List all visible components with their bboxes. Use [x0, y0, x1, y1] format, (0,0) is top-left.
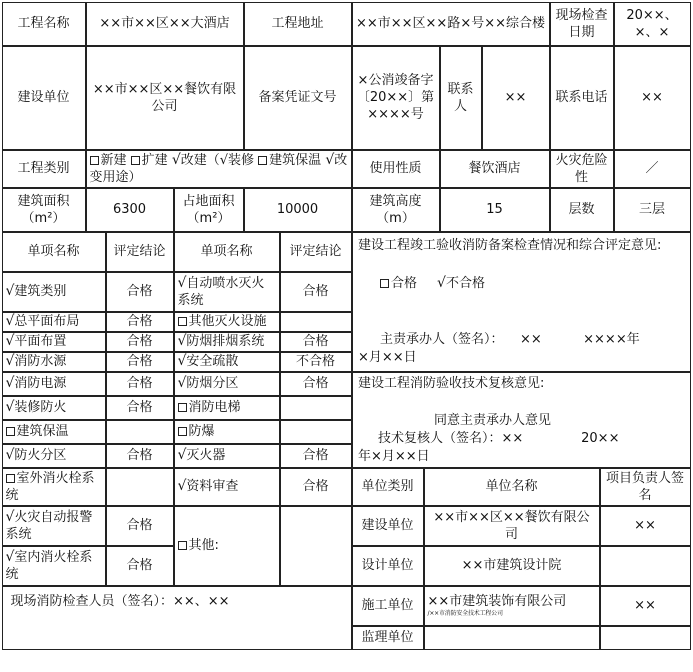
item-fire-compartment: √防火分区 [2, 444, 106, 468]
opinion-result-options [380, 274, 485, 293]
floors-label: 层数 [550, 188, 614, 232]
check-mark-icon: √ [177, 447, 187, 463]
opinion-fail: 不合格 [445, 276, 485, 291]
item-result [106, 420, 174, 444]
item-fire-alarm: √火灾自动报警系统 [2, 506, 106, 546]
item-result [280, 396, 352, 420]
opinion-pass: 合格 [391, 276, 418, 291]
check-mark-icon: √ [177, 353, 187, 369]
unit-name-sub: /××市消防安全技术工程公司 [427, 610, 503, 617]
unit-type: 监理单位 [352, 626, 424, 650]
item-result: 合格 [106, 352, 174, 372]
project-name-value: ××市××区××大酒店 [86, 2, 244, 46]
check-mark-icon: √ [177, 333, 187, 349]
check-mark-icon: √ [5, 399, 15, 415]
opinion-sign-line-1: 主责承办人（签名）： ×× ××××年 [380, 332, 640, 347]
contact-label: 联系人 [440, 46, 482, 150]
phone-label: 联系电话 [550, 46, 614, 150]
item-other: 其他: [174, 506, 280, 586]
category-change-use: √改变用途） [89, 151, 348, 185]
unit-name: ××市××区××餐饮有限公司 [424, 506, 600, 546]
unit-sign [600, 546, 691, 586]
record-no-label: 备案凭证文号 [244, 46, 352, 150]
items-header-result-2: 评定结论 [280, 232, 352, 272]
land-area-label: 占地面积（m²） [174, 188, 244, 232]
item-power-source: √消防电源 [2, 372, 106, 396]
review-agree: 同意主责承办人意见 [434, 413, 552, 428]
item-floor-plan: √平面布置 [2, 332, 106, 352]
check-mark-icon: √ [5, 375, 15, 391]
acceptance-form [2, 2, 691, 650]
floors-value: 三层 [614, 188, 691, 232]
land-area-value: 10000 [244, 188, 352, 232]
phone-value: ×× [614, 46, 691, 150]
item-result: 合格 [106, 332, 174, 352]
items-header-name-2: 单项名称 [174, 232, 280, 272]
category-rebuild: √改建（√装修 [171, 151, 255, 168]
item-fire-elevator: 消防电梯 [174, 396, 280, 420]
item-result [280, 420, 352, 444]
unit-name [424, 626, 600, 650]
item-result: 不合格 [280, 352, 352, 372]
unit-name-main: ××市建筑装饰有限公司 [427, 594, 567, 609]
checkbox-icon [6, 474, 15, 483]
check-mark-icon: √ [5, 548, 15, 565]
item-result: 合格 [106, 546, 174, 586]
category-options [86, 150, 352, 188]
project-name-label: 工程名称 [2, 2, 86, 46]
builder-value: ××市××区××餐饮有限公司 [86, 46, 244, 150]
item-smoke-zone: √防烟分区 [174, 372, 280, 396]
opinion-title: 建设工程竣工验收消防备案检查情况和综合评定意见: [358, 238, 662, 253]
category-insulation: 建筑保温 [258, 153, 321, 168]
unit-name [424, 586, 600, 626]
item-result: 合格 [106, 396, 174, 420]
usage-value: 餐饮酒店 [440, 150, 550, 188]
item-extinguisher: √灭火器 [174, 444, 280, 468]
builder-label: 建设单位 [2, 46, 86, 150]
opinion-sign-line-2: ×月××日 [358, 350, 417, 365]
checkbox-icon [178, 403, 187, 412]
check-mark-icon: √ [325, 151, 335, 168]
item-water-source: √消防水源 [2, 352, 106, 372]
checkbox-icon [6, 427, 15, 436]
item-result: 合格 [280, 372, 352, 396]
building-area-value: 6300 [86, 188, 174, 232]
unit-sign [600, 626, 691, 650]
item-result [280, 312, 352, 332]
unit-name: ××市建筑设计院 [424, 546, 600, 586]
checkbox-icon [178, 541, 187, 550]
item-result: 合格 [280, 272, 352, 312]
checkbox-icon [380, 279, 389, 288]
category-new: 新建 [90, 153, 127, 168]
check-mark-icon: √ [177, 375, 187, 391]
contact-value: ×× [482, 46, 550, 150]
building-area-label: 建筑面积（m²） [2, 188, 86, 232]
units-header-name: 单位名称 [424, 468, 600, 506]
check-mark-icon: √ [5, 313, 15, 329]
usage-label: 使用性质 [352, 150, 440, 188]
item-document-review: √资料审查 [174, 468, 280, 506]
checkbox-icon [178, 317, 187, 326]
checkbox-icon [258, 156, 267, 165]
review-sign-line-2: 年×月××日 [358, 449, 430, 464]
item-sprinkler: √自动喷水灭火系统 [174, 272, 280, 312]
category-label: 工程类别 [2, 150, 86, 188]
units-header-type: 单位类别 [352, 468, 424, 506]
item-outdoor-hydrant: 室外消火栓系统 [2, 468, 106, 506]
item-result: 合格 [106, 272, 174, 312]
item-result: 合格 [106, 312, 174, 332]
item-result [106, 468, 174, 506]
height-value: 15 [440, 188, 550, 232]
category-extend: 扩建 [131, 153, 168, 168]
item-smoke-exhaust: √防烟排烟系统 [174, 332, 280, 352]
item-result: 合格 [280, 332, 352, 352]
item-result: 合格 [280, 468, 352, 506]
fire-hazard-value: ／ [614, 150, 691, 188]
item-decoration-fire: √装修防火 [2, 396, 106, 420]
item-result: 合格 [106, 444, 174, 468]
inspection-date-label: 现场检查日期 [550, 2, 614, 46]
item-result: 合格 [106, 506, 174, 546]
items-header-result: 评定结论 [106, 232, 174, 272]
unit-sign: ×× [600, 586, 691, 626]
item-result [280, 506, 352, 586]
item-result: 合格 [106, 372, 174, 396]
item-building-category: √建筑类别 [2, 272, 106, 312]
project-address-value: ××市××区××路×号××综合楼 [352, 2, 550, 46]
units-header-sign: 项目负责人签名 [600, 468, 691, 506]
item-site-layout: √总平面布局 [2, 312, 106, 332]
review-title: 建设工程消防验收技术复核意见: [358, 376, 545, 391]
item-evacuation: √安全疏散 [174, 352, 280, 372]
check-mark-icon: √ [5, 333, 15, 349]
item-indoor-hydrant: √室内消火栓系统 [2, 546, 106, 586]
checkbox-icon [178, 427, 187, 436]
record-no-value: ×公消竣备字〔20××〕第××××号 [352, 46, 440, 150]
project-address-label: 工程地址 [244, 2, 352, 46]
items-header-name: 单项名称 [2, 232, 106, 272]
item-explosion-proof: 防爆 [174, 420, 280, 444]
item-other-extinguishing: 其他灭火设施 [174, 312, 280, 332]
checkbox-icon [90, 156, 99, 165]
check-mark-icon: √ [5, 283, 15, 299]
check-mark-icon: √ [5, 353, 15, 369]
check-mark-icon: √ [177, 478, 187, 494]
checkbox-icon [131, 156, 140, 165]
unit-type: 建设单位 [352, 506, 424, 546]
check-mark-icon: √ [437, 275, 446, 291]
unit-type: 设计单位 [352, 546, 424, 586]
check-mark-icon: √ [177, 274, 187, 291]
unit-sign: ×× [600, 506, 691, 546]
height-label: 建筑高度（m） [352, 188, 440, 232]
check-mark-icon: √ [5, 447, 15, 463]
unit-type: 施工单位 [352, 586, 424, 626]
inspectors-signature: 现场消防检查人员（签名）：××、×× [2, 586, 352, 650]
check-mark-icon: √ [171, 151, 181, 168]
inspection-date-value: 20××、×、× [614, 2, 691, 46]
fire-hazard-label: 火灾危险性 [550, 150, 614, 188]
check-mark-icon: √ [5, 508, 15, 525]
item-result: 合格 [280, 444, 352, 468]
item-insulation: 建筑保温 [2, 420, 106, 444]
review-sign-line-1: 技术复核人（签名）：×× 20×× [378, 431, 620, 446]
